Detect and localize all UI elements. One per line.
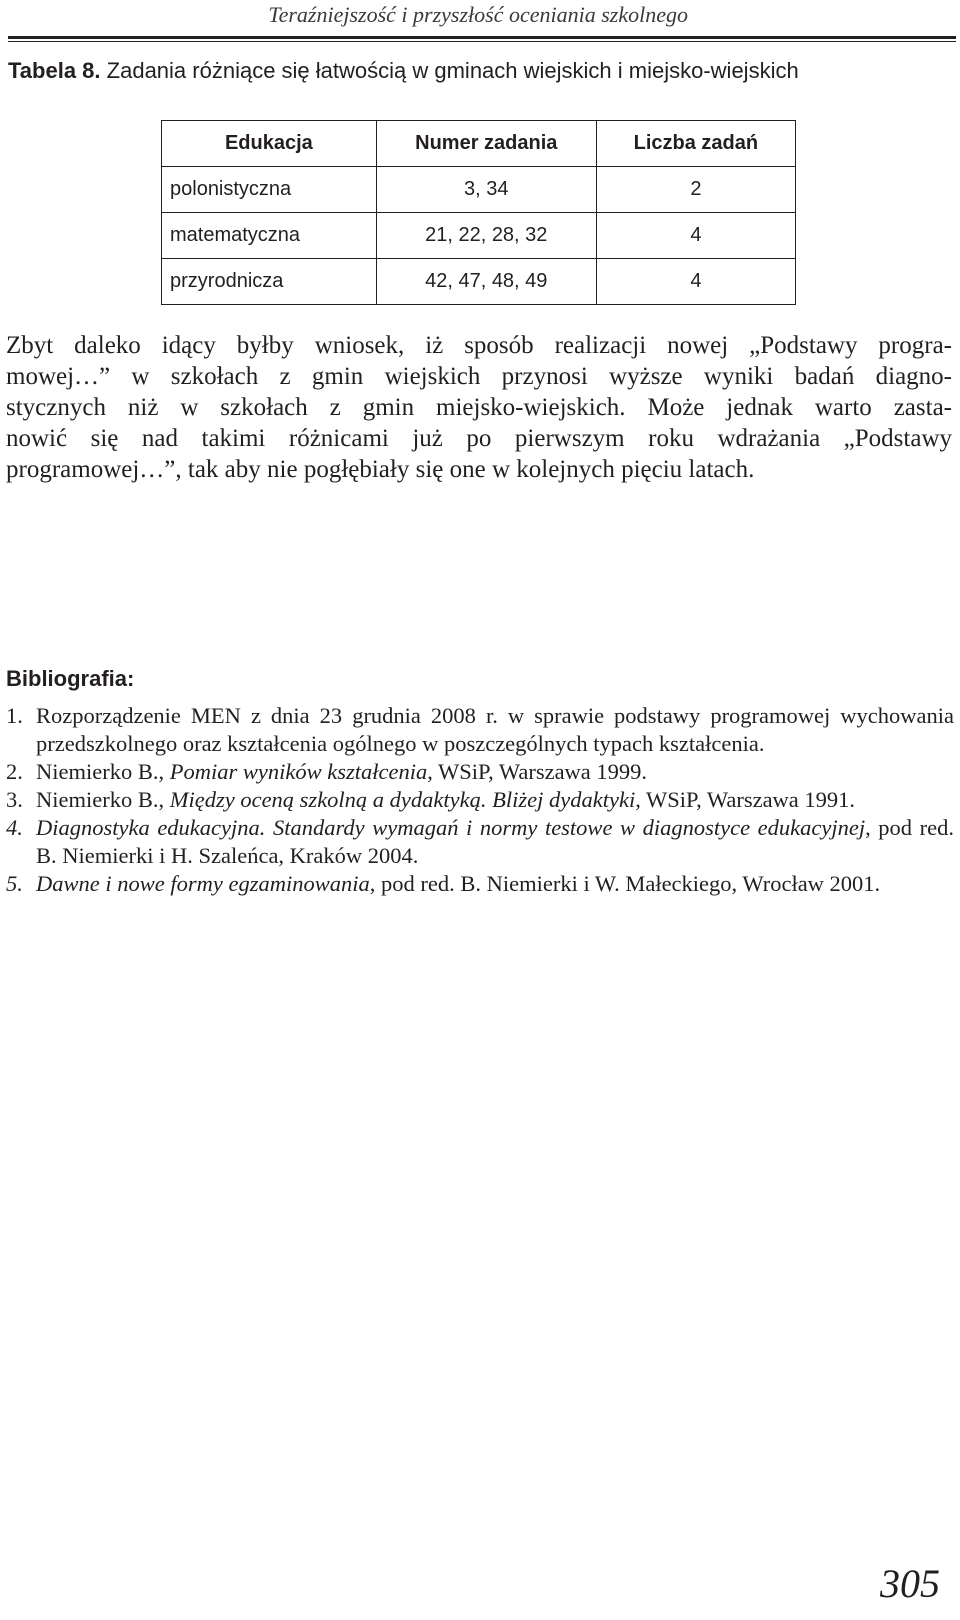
bibliography-item-text: Niemierko B., <box>36 787 170 812</box>
bibliography-heading: Bibliografia: <box>6 666 135 691</box>
bibliography-item <box>6 786 954 814</box>
table-caption-text: Zadania różniące się łatwością w gminach wiejskich i miejsko-wiejskich <box>106 58 799 83</box>
cell-task-count: 4 <box>596 213 795 259</box>
bibliography-item-details: , WSiP, Warszawa 1991. <box>635 787 856 812</box>
table-row <box>162 259 796 305</box>
task-difficulty-table <box>161 120 796 305</box>
running-header: Teraźniejszość i przyszłość oceniania szkolnego <box>268 2 688 27</box>
bibliography-item <box>6 814 954 870</box>
bibliography-list <box>6 702 954 898</box>
bibliography-item-title: Diagnostyka edukacyjna. Standardy wymagań i normy testowe w diagnostyce edukacyjnej <box>36 815 866 840</box>
bibliography-item <box>6 870 954 898</box>
header-rule-thin <box>8 41 956 42</box>
page-number: 305 <box>880 1561 940 1606</box>
bibliography-item-title: Pomiar wyników kształcenia <box>169 759 428 784</box>
cell-task-count: 2 <box>596 167 795 213</box>
cell-task-numbers: 21, 22, 28, 32 <box>376 213 596 259</box>
cell-education: matematyczna <box>162 213 377 259</box>
table-header-row <box>162 121 796 167</box>
cell-task-count: 4 <box>596 259 795 305</box>
bibliography-item-number: 3. <box>6 787 23 812</box>
header-rule-thick <box>8 36 956 39</box>
bibliography-item-details: , pod red. B. Niemierki i H. Szaleńca, Kraków 2004. <box>36 815 954 868</box>
body-paragraph <box>6 330 952 485</box>
bibliography-item-title: Dawne i nowe formy egzaminowania <box>36 871 370 896</box>
column-header-education: Edukacja <box>162 121 377 167</box>
cell-education: polonistyczna <box>162 167 377 213</box>
table-row <box>162 213 796 259</box>
column-header-task-numbers: Numer zadania <box>376 121 596 167</box>
body-line: mowej…” w szkołach z gmin wiejskich przynosi wyższe wyniki badań diagno- <box>6 363 952 390</box>
body-line: nowić się nad takimi różnicami już po pierwszym roku wdrażania „Podstawy <box>6 425 952 452</box>
cell-task-numbers: 42, 47, 48, 49 <box>376 259 596 305</box>
column-header-task-count: Liczba zadań <box>596 121 795 167</box>
bibliography-item-title: Między oceną szkolną a dydaktyką. Bliżej dydaktyki <box>169 787 636 812</box>
table-caption-label: Tabela 8. <box>8 58 101 83</box>
table-caption <box>8 58 799 84</box>
bibliography-item-number: 4. <box>6 815 23 840</box>
bibliography-item-number: 5. <box>6 871 23 896</box>
bibliography-item <box>6 702 954 758</box>
bibliography-item-text: Rozporządzenie MEN z dnia 23 grudnia 2008 r. w sprawie podstawy programowej wychowania przedszkolnego oraz kształcenia ogólnego w poszczególnych typach kształcenia. <box>36 703 954 756</box>
bibliography-item-details: , pod red. B. Niemierki i W. Małeckiego, Wrocław 2001. <box>369 871 881 896</box>
cell-education: przyrodnicza <box>162 259 377 305</box>
body-line: programowej…”, tak aby nie pogłębiały się one w kolejnych pięciu latach. <box>6 456 755 483</box>
table-row <box>162 167 796 213</box>
bibliography-item-details: , WSiP, Warszawa 1999. <box>427 759 648 784</box>
body-line: Zbyt daleko idący byłby wniosek, iż sposób realizacji nowej „Podstawy progra- <box>6 332 952 359</box>
cell-task-numbers: 3, 34 <box>376 167 596 213</box>
bibliography-item-text: Niemierko B., <box>36 759 170 784</box>
bibliography-item-number: 2. <box>6 759 23 784</box>
bibliography-item-number: 1. <box>6 703 23 728</box>
body-line: stycznych niż w szkołach z gmin miejsko-wiejskich. Może jednak warto zasta- <box>6 394 952 421</box>
bibliography-item <box>6 758 954 786</box>
